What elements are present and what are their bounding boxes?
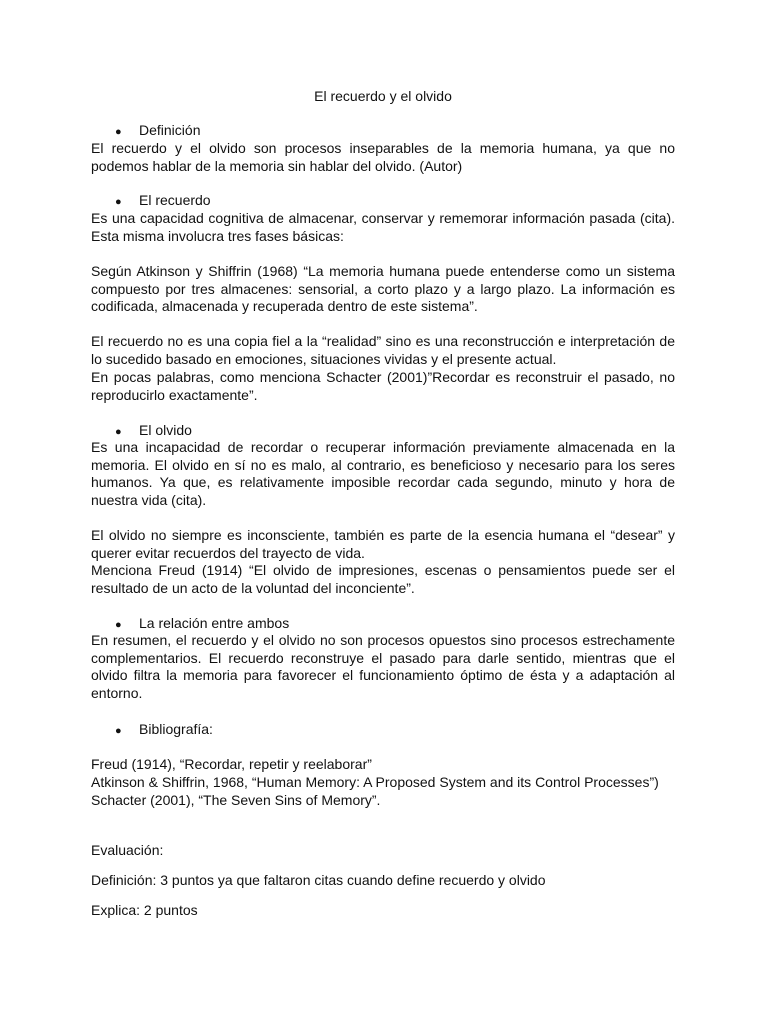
paragraph-recuerdo-1: Es una capacidad cognitiva de almacenar, conservar y rememorar información pasada (cita). Esta misma involucra tres fases básicas: (91, 210, 675, 244)
document-title: El recuerdo y el olvido (314, 88, 452, 104)
document-page (91, 0, 675, 1024)
evaluation-definicion: Definición: 3 puntos ya que faltaron citas cuando define recuerdo y olvido (91, 872, 546, 888)
paragraph-olvido-3: Menciona Freud (1914) “El olvido de impresiones, escenas o pensamientos puede ser el resultado de un acto de la voluntad del inconciente”. (91, 562, 675, 596)
bullet-icon: ● (115, 196, 122, 208)
evaluation-explica: Explica: 2 puntos (91, 902, 198, 918)
reference-item: Freud (1914), “Recordar, repetir y reelaborar” (91, 756, 372, 772)
heading-definicion: Definición (139, 122, 201, 138)
paragraph-recuerdo-2: Según Atkinson y Shiffrin (1968) “La memoria humana puede entenderse como un sistema compuesto por tres almacenes: sensorial, a corto plazo y a largo plazo. La información es codificada, almacenada y recuperada dentro de este sistema”. (91, 263, 675, 315)
reference-item: Atkinson & Shiffrin, 1968, “Human Memory: A Proposed System and its Control Processes”) (91, 774, 659, 790)
paragraph-recuerdo-4: En pocas palabras, como menciona Schacter (2001)”Recordar es reconstruir el pasado, no reproducirlo exactamente”. (91, 369, 675, 403)
bullet-icon: ● (115, 126, 122, 138)
bullet-icon: ● (115, 426, 122, 438)
heading-relacion: La relación entre ambos (139, 615, 290, 631)
bullet-definicion (115, 122, 200, 142)
bullet-icon: ● (115, 725, 122, 737)
evaluation-heading: Evaluación: (91, 842, 164, 858)
heading-bibliografia: Bibliografía: (139, 721, 213, 737)
paragraph-relacion: En resumen, el recuerdo y el olvido no son procesos opuestos sino procesos estrechamente complementarios. El recuerdo reconstruye el pasado para darle sentido, mientras que el olvido filtra la memoria para favorecer el funcionamiento óptimo de ésta y a adaptación al entorno. (91, 632, 675, 701)
paragraph-recuerdo-3: El recuerdo no es una copia fiel a la “realidad” sino es una reconstrucción e interpretación de lo sucedido basado en emociones, situaciones vividas y el presente actual. (91, 333, 675, 367)
reference-item: Schacter (2001), “The Seven Sins of Memory”. (91, 792, 381, 808)
paragraph-definicion: El recuerdo y el olvido son procesos inseparables de la memoria humana, ya que no podemos hablar de la memoria sin hablar del olvido. (Autor) (91, 140, 675, 174)
bullet-icon: ● (115, 619, 122, 631)
bullet-bibliografia (115, 721, 213, 741)
paragraph-olvido-2: El olvido no siempre es inconsciente, también es parte de la esencia humana el “desear” y querer evitar recuerdos del trayecto de vida. (91, 527, 675, 561)
bullet-recuerdo (115, 192, 211, 212)
paragraph-olvido-1: Es una incapacidad de recordar o recuperar información previamente almacenada en la memoria. El olvido en sí no es malo, al contrario, es beneficioso y necesario para los seres humanos. Ya que, es relativamente imposible recordar cada segundo, minuto y hora de nuestra vida (cita). (91, 439, 675, 508)
heading-recuerdo: El recuerdo (139, 192, 211, 208)
heading-olvido: El olvido (139, 422, 192, 438)
